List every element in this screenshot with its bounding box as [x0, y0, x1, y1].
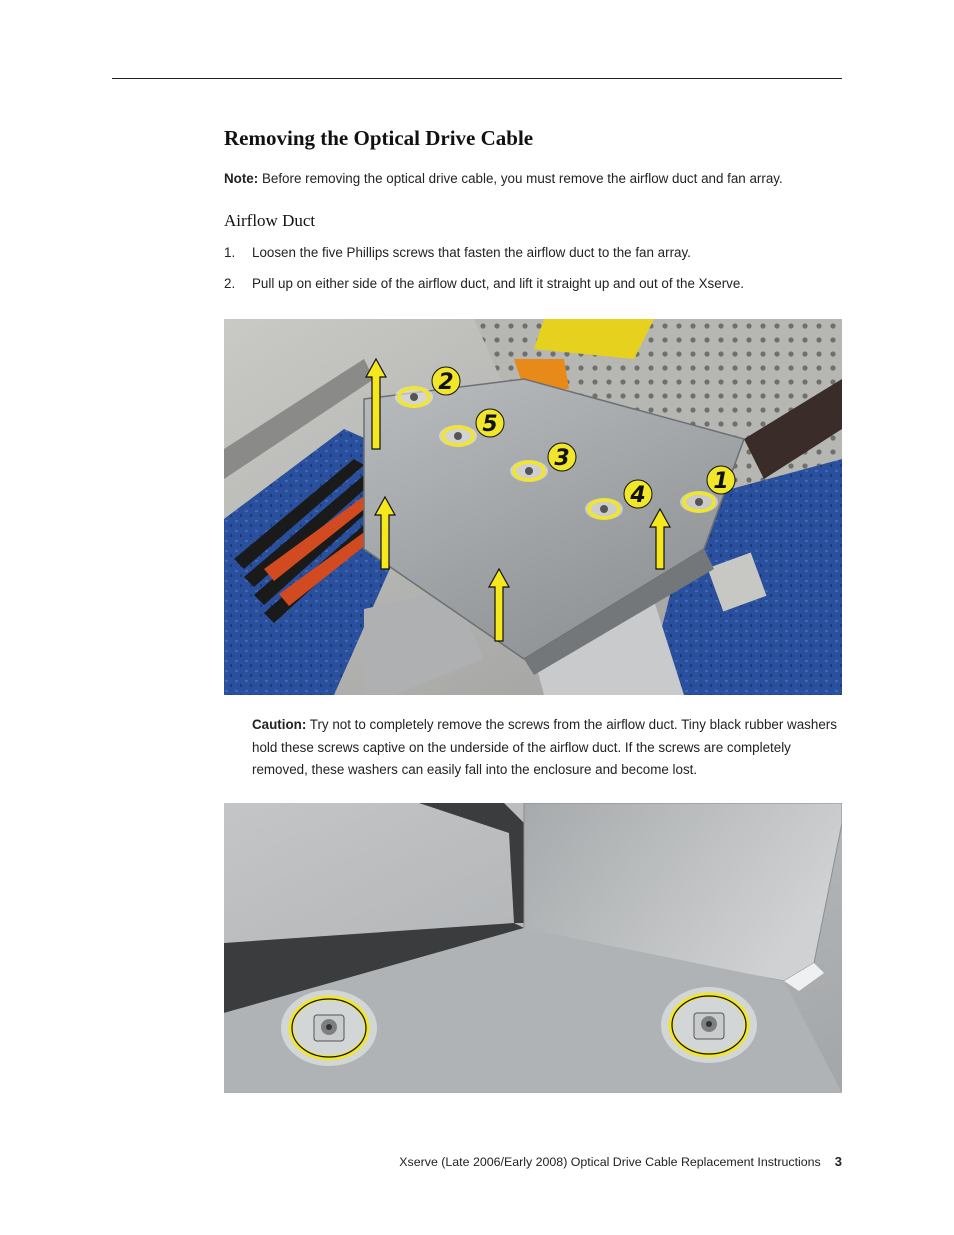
subsection-title: Airflow Duct: [224, 211, 316, 230]
footer-doc-title: Xserve (Late 2006/Early 2008) Optical Drive Cable Replacement Instructions: [399, 1155, 821, 1169]
caution-label: Caution:: [252, 717, 307, 732]
section-title: Removing the Optical Drive Cable: [224, 126, 534, 150]
header-rule: [112, 78, 842, 79]
airflow-duct-illustration: [224, 319, 842, 695]
captive-screw-right: [661, 987, 757, 1063]
airflow-duct-photo: [224, 319, 842, 695]
callout-number: 1: [713, 469, 729, 494]
step-text: Loosen the five Phillips screws that fasten the airflow duct to the fan array.: [252, 245, 691, 260]
step-text: Pull up on either side of the airflow duct, and lift it straight up and out of the Xserve.: [252, 276, 745, 291]
page-footer: [399, 1154, 842, 1169]
note-paragraph: [224, 171, 783, 186]
captive-screws-illustration: [224, 803, 842, 1093]
note-text: Before removing the optical drive cable, you must remove the airflow duct and fan array.: [258, 171, 783, 186]
captive-screw-left: [281, 990, 377, 1066]
step-number: 2.: [224, 276, 236, 291]
callout-number: 3: [554, 446, 570, 471]
note-label: Note:: [224, 171, 259, 186]
callout-number: 2: [438, 370, 454, 395]
callout-number: 5: [482, 412, 498, 437]
callout-number: 4: [630, 483, 646, 508]
page-number: 3: [834, 1154, 842, 1169]
caution-text: Try not to completely remove the screws from the airflow duct. Tiny black rubber washers hold these screws captive on the underside of the airflow duct. If the screws are completely removed, these washers can easily fall into the enclosure and become lost.: [252, 717, 837, 777]
captive-screws-photo: [224, 803, 842, 1093]
step-number: 1.: [224, 245, 236, 260]
caution-paragraph: [252, 714, 842, 782]
